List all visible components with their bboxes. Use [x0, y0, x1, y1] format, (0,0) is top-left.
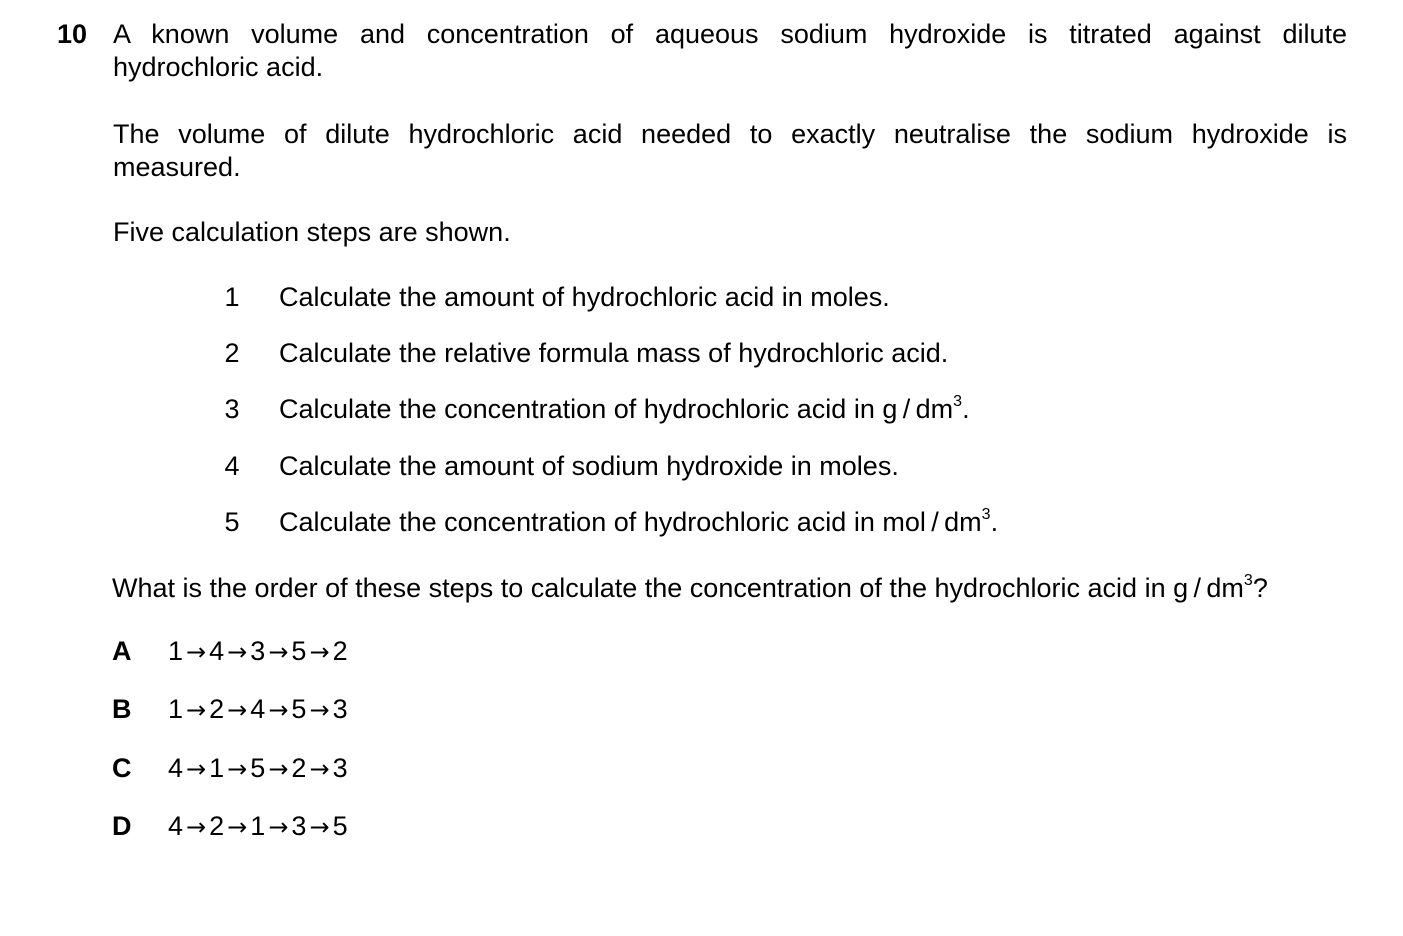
step-number: 2: [224, 338, 240, 368]
seq-step: 3: [250, 636, 266, 666]
seq-step: 3: [332, 753, 348, 783]
steps-intro: Five calculation steps are shown.: [113, 217, 511, 247]
arrow-right-icon: →: [186, 813, 207, 841]
arrow-right-icon: →: [186, 755, 207, 783]
step-number: 5: [224, 507, 240, 537]
option-letter: B: [112, 694, 132, 724]
superscript: 3: [1243, 572, 1253, 589]
prompt-text: What is the order of these steps to calculate the concentration of the hydrochloric acid in g / dm: [112, 573, 1244, 603]
seq-step: 4: [250, 694, 266, 724]
arrow-right-icon: →: [227, 755, 248, 783]
seq-step: 1: [168, 636, 184, 666]
arrow-right-icon: →: [309, 696, 330, 724]
option-sequence: [168, 753, 348, 784]
seq-step: 2: [332, 636, 348, 666]
step-number: 4: [224, 451, 240, 481]
option-letter: D: [112, 811, 132, 841]
measurement-paragraph: [113, 118, 1347, 184]
seq-step: 3: [291, 811, 307, 841]
arrow-right-icon: →: [309, 813, 330, 841]
option-sequence: [168, 636, 348, 667]
step-number: 3: [224, 394, 240, 424]
seq-step: 4: [168, 753, 184, 783]
intro-line-1: A known volume and concentration of aqueous sodium hydroxide is titrated against dilute: [113, 19, 1347, 49]
step-text-main: Calculate the concentration of hydrochloric acid in mol / dm: [279, 507, 982, 537]
arrow-right-icon: →: [227, 638, 248, 666]
arrow-right-icon: →: [268, 813, 289, 841]
seq-step: 3: [332, 694, 348, 724]
seq-step: 4: [209, 636, 225, 666]
arrow-right-icon: →: [268, 638, 289, 666]
option-sequence: [168, 811, 348, 842]
arrow-right-icon: →: [186, 696, 207, 724]
seq-step: 4: [168, 811, 184, 841]
intro-line-2: hydrochloric acid.: [113, 52, 324, 82]
step-text: Calculate the amount of hydrochloric acid in moles.: [279, 282, 890, 312]
arrow-right-icon: →: [186, 638, 207, 666]
option-sequence: [168, 694, 348, 725]
prompt-end: ?: [1252, 573, 1268, 603]
seq-step: 2: [291, 753, 307, 783]
arrow-right-icon: →: [309, 755, 330, 783]
arrow-right-icon: →: [268, 696, 289, 724]
superscript: 3: [953, 393, 963, 410]
seq-step: 5: [291, 636, 307, 666]
seq-step: 1: [168, 694, 184, 724]
measurement-line-2: measured.: [113, 152, 241, 182]
superscript: 3: [981, 506, 991, 523]
arrow-right-icon: →: [309, 638, 330, 666]
seq-step: 2: [209, 811, 225, 841]
seq-step: 1: [250, 811, 266, 841]
step-text: [279, 394, 970, 425]
step-text-end: .: [962, 394, 970, 424]
step-text-main: Calculate the concentration of hydrochloric acid in g / dm: [279, 394, 954, 424]
seq-step: 2: [209, 694, 225, 724]
step-text: Calculate the relative formula mass of hydrochloric acid.: [279, 338, 949, 368]
question-number: 10: [57, 19, 88, 49]
option-letter: C: [112, 753, 132, 783]
seq-step: 5: [250, 753, 266, 783]
intro-paragraph: [113, 18, 1347, 84]
arrow-right-icon: →: [227, 813, 248, 841]
seq-step: 5: [332, 811, 348, 841]
question-prompt: [112, 573, 1268, 604]
step-text-end: .: [990, 507, 999, 537]
step-number: 1: [224, 282, 240, 312]
arrow-right-icon: →: [227, 696, 248, 724]
seq-step: 5: [291, 694, 307, 724]
arrow-right-icon: →: [268, 755, 289, 783]
seq-step: 1: [209, 753, 225, 783]
option-letter: A: [112, 636, 132, 666]
measurement-line-1: The volume of dilute hydrochloric acid needed to exactly neutralise the sodium hydroxide is: [113, 119, 1347, 149]
step-text: Calculate the amount of sodium hydroxide in moles.: [279, 451, 899, 481]
step-text: [279, 507, 998, 538]
